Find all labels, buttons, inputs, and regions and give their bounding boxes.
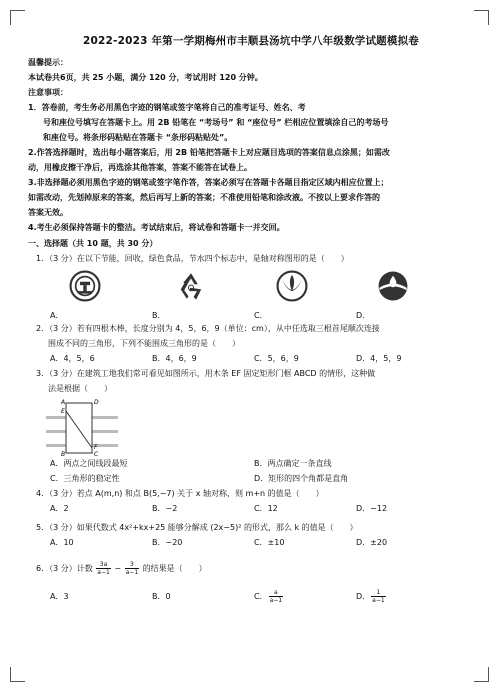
fraction-denominator: a−1: [269, 597, 283, 604]
note-line: 1．答卷前，考生务必用黑色字迹的钢笔或签字笔将自己的准考证号、姓名、考: [28, 103, 306, 112]
question-6-stem: [28, 560, 474, 578]
question-6-options: [28, 588, 474, 606]
option-b: B．4，6，9: [152, 354, 197, 363]
option-d-label: D．: [356, 592, 371, 601]
green-food-logo-icon: [275, 269, 309, 303]
fraction: [125, 561, 140, 576]
note-line: 3.非选择题必须用黑色字迹的钢笔或签字笔作答，答案必须写在答题卡各题目指定区域内相应位置上；: [28, 178, 389, 187]
fig-label: F: [94, 444, 98, 451]
option-c: C．±10: [254, 538, 285, 547]
option-c-label: C．: [254, 592, 268, 601]
option-b: B．−2: [152, 504, 178, 513]
fraction-denominator: a−1: [97, 569, 110, 576]
question-2-stem: 围成不同的三角形，下列不能围成三角形的是（ ）: [48, 339, 240, 348]
note-line: 如需改动，先划掉原来的答案，然后再写上新的答案；不准使用铅笔和涂改液。不按以上要求作答的: [28, 193, 380, 202]
option-a: A．10: [50, 538, 74, 547]
crop-mark-top-right: [474, 10, 489, 25]
fig-label: D: [94, 399, 99, 406]
option-label: C．: [254, 311, 268, 320]
section-heading: 一、选择题（共 10 题，共 30 分）: [28, 239, 158, 248]
question-5-stem: 5．（3 分）如果代数式 4x²+kx+25 能够分解成 (2x−5)² 的形式，那么 k 的值是（ ）: [36, 523, 358, 532]
water-saving-logo-icon: [376, 269, 410, 303]
fraction-denominator: a−1: [372, 597, 385, 604]
note-line: 动，用橡皮擦干净后，再选涂其他答案，答案不能答在试卷上。: [28, 163, 252, 172]
fig-label: A: [61, 399, 66, 406]
fraction-numerator: 1: [371, 589, 386, 597]
fraction-numerator: 3: [125, 561, 140, 569]
crop-mark-bottom-right: [474, 667, 489, 682]
option-b: B．两点确定一条直线: [254, 459, 332, 468]
option-c: C．5，6，9: [254, 354, 299, 363]
warm-tip-label: 温馨提示：: [28, 58, 68, 67]
option-b: B．0: [152, 592, 171, 601]
warm-tip-text: 本试卷共6页，共 25 小题，满分 120 分，考试用时 120 分钟。: [28, 73, 263, 82]
fraction: [269, 589, 284, 604]
option-d: D．矩形的四个角都是直角: [254, 474, 349, 483]
crop-mark-top-left: [10, 10, 25, 25]
minus-sign: −: [114, 564, 122, 573]
question-5-options: [28, 535, 474, 550]
door-frame-diagram: [46, 396, 118, 456]
option-c: C．12: [254, 504, 278, 513]
question-6-stem-end: 的结果是（ ）: [142, 564, 207, 573]
option-c: [254, 588, 284, 606]
question-3-figure: [28, 396, 474, 456]
notes-label: 注意事项：: [28, 88, 68, 97]
question-3-stem: 3．（3 分）在建筑工地我们常可看见如图所示，用木条 EF 固定矩形门框 ABCD 的情形，这种做: [36, 369, 376, 378]
question-4-options: [28, 501, 474, 516]
note-line: 答案无效。: [28, 208, 68, 217]
fraction-numerator: a: [269, 589, 284, 597]
question-2-stem: 2．（3 分）若有四根木棒，长度分别为 4，5，6，9（单位：cm），从中任选取三根首尾顺次连接: [36, 324, 380, 333]
option-d: D．4，5，9: [356, 354, 402, 363]
question-3-options: [28, 456, 474, 471]
option-label: D．: [356, 311, 371, 320]
question-1-options: [28, 269, 474, 321]
option-a: A．2: [50, 504, 69, 513]
option-d: D．±20: [356, 538, 388, 547]
option-label: A．: [50, 311, 64, 320]
option-a: A．3: [50, 592, 69, 601]
question-6-stem-start: 6．（3 分）计数: [36, 564, 93, 573]
note-line: 2.作答选择题时，选出每小题答案后，用 2B 铅笔把答题卡上对应题目选项的答案信息点涂黑；如需改: [28, 148, 390, 157]
question-1-stem: 1．（3 分）在以下节能，回收，绿色食品，节水四个标志中，是轴对称图形的是（ ）: [36, 254, 349, 263]
recycle-logo-icon: [174, 269, 208, 303]
option-a: A．4，5，6: [50, 354, 95, 363]
option-a: A．两点之间线段最短: [50, 459, 128, 468]
fraction-denominator: a−1: [125, 569, 139, 576]
crop-mark-bottom-left: [10, 667, 25, 682]
energy-saving-logo-icon: [68, 269, 102, 303]
option-b: B．−20: [152, 538, 183, 547]
question-2-options: [28, 351, 474, 366]
option-c: C．三角形的稳定性: [50, 474, 120, 483]
option-label: B．: [152, 311, 166, 320]
question-3-options: [28, 471, 474, 486]
note-line: 和座位号。将条形码粘贴在答题卡 “条形码粘贴处”。: [43, 133, 233, 142]
fraction: [96, 561, 111, 576]
fig-label: C: [94, 451, 99, 456]
option-d: D．−12: [356, 504, 388, 513]
exam-title: 2022-2023 年第一学期梅州市丰顺县汤坑中学八年级数学试题模拟卷: [83, 35, 419, 47]
note-line: 4.考生必须保持答题卡的整洁。考试结束后，将试卷和答题卡一并交回。: [28, 223, 285, 232]
fraction: [371, 589, 386, 604]
note-line: 号和座位号填写在答题卡上。用 2B 铅笔在 “考场号” 和 “座位号” 栏相应位置填涂自己的考场号: [43, 118, 389, 127]
question-4-stem: 4．（3 分）若点 A(m,n) 和点 B(5,−7) 关于 x 轴对称，则 m+n 的值是（ ）: [36, 489, 324, 498]
fraction-numerator: 3a: [96, 561, 111, 569]
question-3-stem: 法是根据（ ）: [48, 384, 112, 393]
fig-label: E: [61, 408, 65, 415]
option-d: [356, 588, 387, 606]
fig-label: B: [61, 451, 66, 456]
exam-page: [28, 33, 474, 606]
